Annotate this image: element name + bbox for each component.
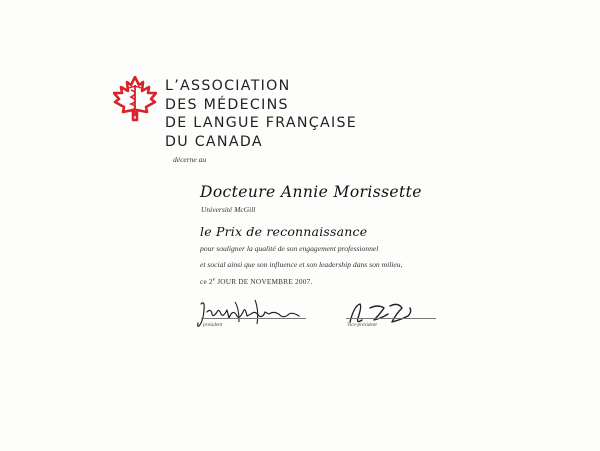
date-prefix: ce 2 [200, 277, 213, 286]
president-signature-line [201, 318, 306, 319]
maple-leaf-caduceus-icon [113, 76, 157, 122]
organization-line: DES MÉDECINS [165, 96, 289, 113]
organization-line: L’ASSOCIATION [165, 78, 291, 94]
prize-title: le Prix de reconnaissance [200, 224, 368, 239]
prize-description-line-1: pour souligner la qualité de son engagement professionnel [200, 244, 379, 253]
recipient-name: Docteure Annie Morissette [200, 183, 422, 201]
recipient-university: Université McGill [201, 205, 256, 214]
organization-line: DU CANADA [165, 133, 263, 150]
vice-president-signature-line [346, 318, 436, 319]
vice-president-label: Vice-président [347, 322, 377, 328]
awards-to-text: décerne au [173, 155, 207, 164]
award-date [200, 277, 312, 286]
organization-name [165, 77, 357, 151]
prize-description-line-2: et social ainsi que son influence et son leadership dans son milieu, [200, 260, 403, 269]
date-ordinal: e [212, 277, 216, 283]
date-suffix: JOUR DE NOVEMBRE 2007. [215, 277, 313, 286]
organization-line: DE LANGUE FRANÇAISE [165, 115, 358, 132]
president-label: président [203, 322, 223, 328]
